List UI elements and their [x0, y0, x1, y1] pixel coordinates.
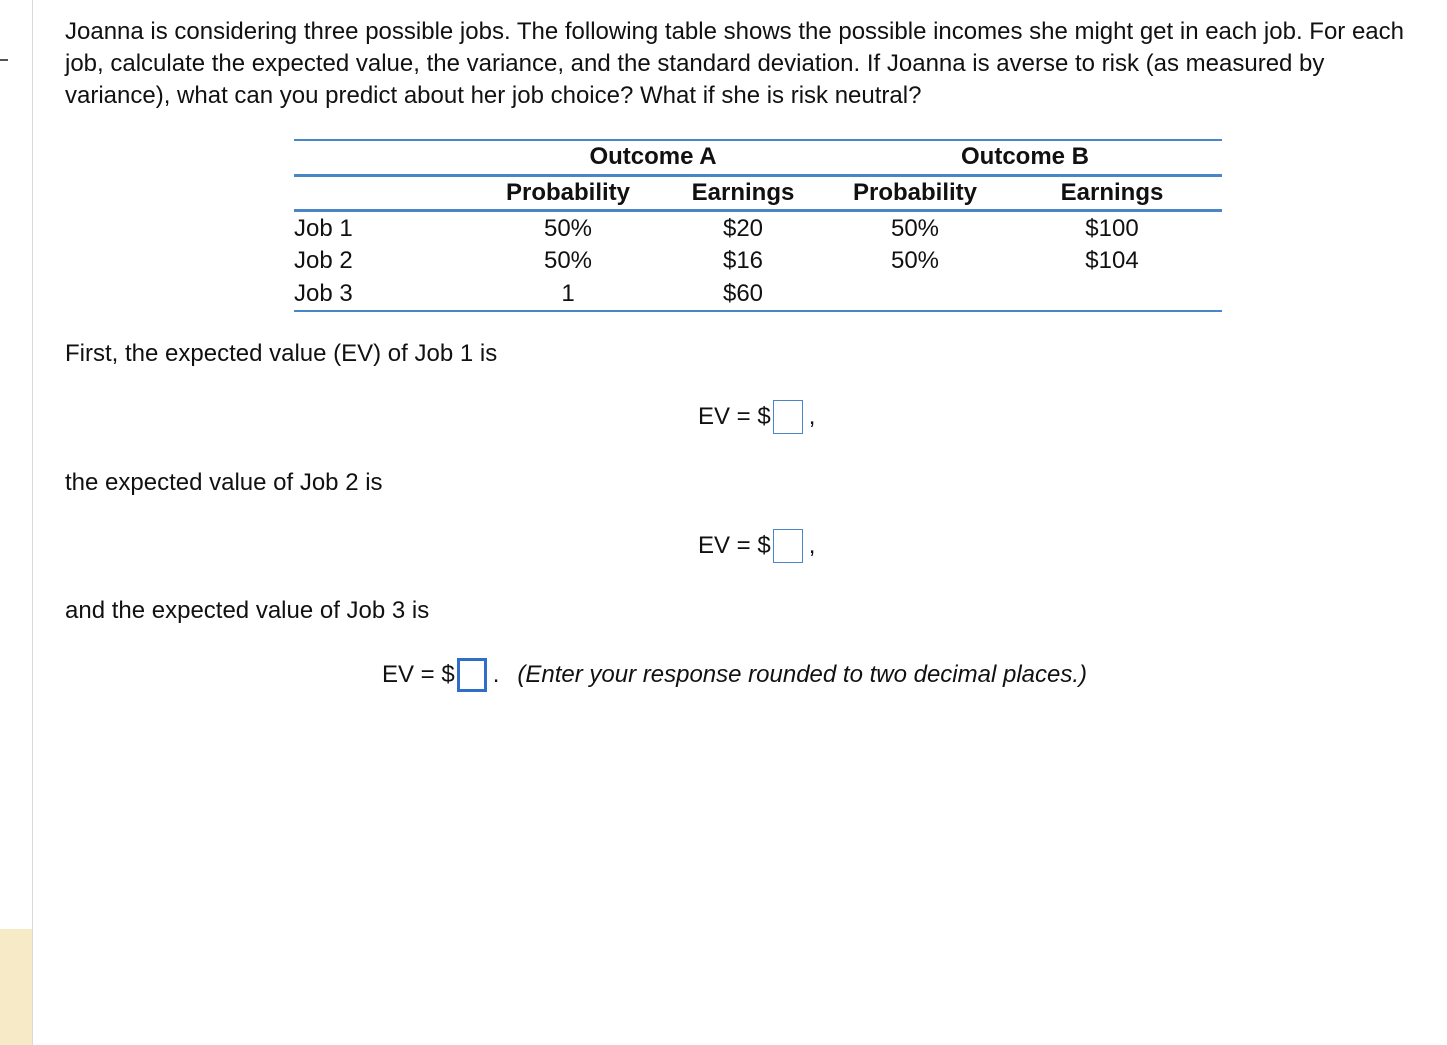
- group-header-outcome-a: Outcome A: [589, 143, 717, 170]
- ev-job3-input[interactable]: [457, 658, 487, 692]
- job2-earnings-a: $16: [722, 247, 764, 274]
- table-top-rule: [294, 139, 1222, 141]
- margin-highlight: [0, 929, 32, 1045]
- job2-earnings-b: $104: [1085, 247, 1139, 274]
- column-header-probability-a: Probability: [505, 179, 631, 206]
- prompt-job3: and the expected value of Job 3 is: [65, 597, 430, 624]
- job2-probability-a: 50%: [543, 247, 593, 274]
- job3-probability-a: 1: [561, 280, 575, 307]
- table-bottom-rule: [294, 310, 1222, 312]
- table-header-rule: [294, 209, 1222, 212]
- ev-job2-input[interactable]: [773, 529, 803, 563]
- ev-line-job1: [698, 400, 815, 434]
- table-group-rule: [294, 174, 1222, 177]
- ev-label: EV = $: [698, 532, 771, 559]
- margin-tick: [0, 59, 8, 61]
- job2-probability-b: 50%: [890, 247, 940, 274]
- rounding-hint: (Enter your response rounded to two decimal places.): [517, 661, 1088, 688]
- row-label-job3: Job 3: [294, 280, 353, 307]
- row-label-job2: Job 2: [294, 247, 353, 274]
- ev-label: EV = $: [698, 403, 771, 430]
- ev-punct: .: [492, 661, 500, 688]
- prompt-job1: First, the expected value (EV) of Job 1 is: [65, 340, 498, 367]
- job1-probability-b: 50%: [890, 215, 940, 242]
- ev-line-job2: [698, 529, 815, 563]
- column-header-probability-b: Probability: [852, 179, 978, 206]
- job1-probability-a: 50%: [543, 215, 593, 242]
- column-header-earnings-b: Earnings: [1060, 179, 1164, 206]
- job3-earnings-a: $60: [722, 280, 764, 307]
- question-text: Joanna is considering three possible jobs. The following table shows the possible incomes she might get in each job. For each job, calculate the expected value, the variance, and the standard deviation. If Joanna is averse to risk (as measured by variance), what can you predict about her job choice? What if she is risk neutral?: [65, 18, 1404, 109]
- job1-earnings-b: $100: [1085, 215, 1139, 242]
- job1-earnings-a: $20: [722, 215, 764, 242]
- ev-punct: ,: [808, 532, 816, 559]
- left-margin: [0, 0, 33, 1045]
- row-label-job1: Job 1: [294, 215, 353, 242]
- prompt-job2: the expected value of Job 2 is: [65, 469, 383, 496]
- ev-job1-input[interactable]: [773, 400, 803, 434]
- group-header-outcome-b: Outcome B: [960, 143, 1090, 170]
- ev-line-job3: [382, 658, 1087, 692]
- ev-label: EV = $: [382, 661, 455, 688]
- column-header-earnings-a: Earnings: [691, 179, 795, 206]
- ev-punct: ,: [808, 403, 816, 430]
